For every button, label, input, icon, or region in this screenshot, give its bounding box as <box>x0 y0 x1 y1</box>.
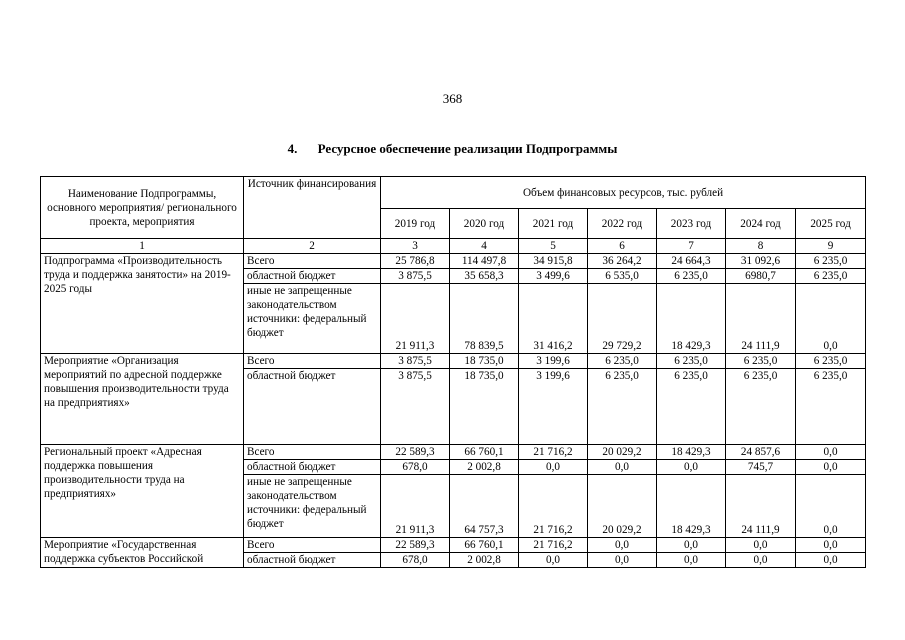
value-cell: 64 757,3 <box>450 475 519 538</box>
value-cell: 35 658,3 <box>450 269 519 284</box>
column-number: 3 <box>381 239 450 254</box>
value-cell: 0,0 <box>657 460 726 475</box>
value-cell: 0,0 <box>519 553 588 568</box>
value-cell: 6 535,0 <box>588 269 657 284</box>
value-cell: 6980,7 <box>726 269 796 284</box>
header-name: Наименование Подпрограммы, основного мероприятия/ регионального проекта, мероприятия <box>41 177 244 239</box>
column-number: 1 <box>41 239 244 254</box>
source-cell: Всего <box>244 445 381 460</box>
value-cell: 78 839,5 <box>450 284 519 354</box>
value-cell: 6 235,0 <box>796 269 866 284</box>
value-cell: 18 429,3 <box>657 475 726 538</box>
value-cell: 24 111,9 <box>726 284 796 354</box>
source-cell: иные не запрещенные законодательством источники: федеральный бюджет <box>244 284 381 354</box>
value-cell: 6 235,0 <box>726 369 796 445</box>
value-cell: 6 235,0 <box>796 369 866 445</box>
value-cell: 0,0 <box>657 538 726 553</box>
value-cell: 31 092,6 <box>726 254 796 269</box>
header-source: Источник финансирования <box>244 177 381 239</box>
column-number: 4 <box>450 239 519 254</box>
column-number: 8 <box>726 239 796 254</box>
value-cell: 21 716,2 <box>519 538 588 553</box>
value-cell: 18 735,0 <box>450 354 519 369</box>
value-cell: 21 716,2 <box>519 475 588 538</box>
section-title <box>0 141 905 157</box>
value-cell: 0,0 <box>796 475 866 538</box>
resource-table <box>40 176 866 568</box>
source-cell: иные не запрещенные законодательством источники: федеральный бюджет <box>244 475 381 538</box>
value-cell: 6 235,0 <box>657 269 726 284</box>
value-cell: 6 235,0 <box>588 369 657 445</box>
value-cell: 21 716,2 <box>519 445 588 460</box>
source-cell: Всего <box>244 354 381 369</box>
value-cell: 6 235,0 <box>657 354 726 369</box>
value-cell: 0,0 <box>796 460 866 475</box>
page-number: 368 <box>442 91 463 106</box>
value-cell: 36 264,2 <box>588 254 657 269</box>
table-row <box>41 538 866 553</box>
header-year: 2022 год <box>588 209 657 239</box>
value-cell: 18 735,0 <box>450 369 519 445</box>
header-year: 2023 год <box>657 209 726 239</box>
column-number: 6 <box>588 239 657 254</box>
column-number: 5 <box>519 239 588 254</box>
value-cell: 0,0 <box>726 538 796 553</box>
value-cell: 29 729,2 <box>588 284 657 354</box>
value-cell: 3 199,6 <box>519 369 588 445</box>
value-cell: 24 857,6 <box>726 445 796 460</box>
value-cell: 6 235,0 <box>657 369 726 445</box>
value-cell: 21 911,3 <box>381 284 450 354</box>
value-cell: 20 029,2 <box>588 475 657 538</box>
value-cell: 2 002,8 <box>450 553 519 568</box>
value-cell: 24 111,9 <box>726 475 796 538</box>
value-cell: 24 664,3 <box>657 254 726 269</box>
value-cell: 0,0 <box>796 284 866 354</box>
value-cell: 3 875,5 <box>381 354 450 369</box>
table-row <box>41 354 866 369</box>
value-cell: 3 199,6 <box>519 354 588 369</box>
source-cell: областной бюджет <box>244 369 381 445</box>
value-cell: 6 235,0 <box>726 354 796 369</box>
value-cell: 0,0 <box>588 538 657 553</box>
value-cell: 25 786,8 <box>381 254 450 269</box>
value-cell: 18 429,3 <box>657 445 726 460</box>
table-row <box>41 254 866 269</box>
value-cell: 6 235,0 <box>796 254 866 269</box>
value-cell: 66 760,1 <box>450 445 519 460</box>
value-cell: 34 915,8 <box>519 254 588 269</box>
value-cell: 0,0 <box>657 553 726 568</box>
value-cell: 21 911,3 <box>381 475 450 538</box>
header-volume: Объем финансовых ресурсов, тыс. рублей <box>381 177 866 209</box>
item-name: Мероприятие «Организация мероприятий по адресной поддержке повышения производительности труда на предприятиях» <box>41 354 244 445</box>
value-cell: 0,0 <box>519 460 588 475</box>
item-name: Региональный проект «Адресная поддержка повышения производительности труда на предприятиях» <box>41 445 244 538</box>
header-year: 2019 год <box>381 209 450 239</box>
source-cell: областной бюджет <box>244 269 381 284</box>
value-cell: 2 002,8 <box>450 460 519 475</box>
value-cell: 31 416,2 <box>519 284 588 354</box>
header-year: 2020 год <box>450 209 519 239</box>
value-cell: 0,0 <box>726 553 796 568</box>
source-cell: Всего <box>244 538 381 553</box>
column-number: 9 <box>796 239 866 254</box>
source-cell: Всего <box>244 254 381 269</box>
value-cell: 66 760,1 <box>450 538 519 553</box>
section-number: 4. <box>287 141 298 156</box>
table-row <box>41 445 866 460</box>
item-name: Подпрограмма «Производительность труда и поддержка занятости» на 2019-2025 годы <box>41 254 244 354</box>
item-name: Мероприятие «Государственная поддержка субъектов Российской <box>41 538 244 568</box>
value-cell: 22 589,3 <box>381 445 450 460</box>
value-cell: 114 497,8 <box>450 254 519 269</box>
value-cell: 0,0 <box>796 445 866 460</box>
column-number: 2 <box>244 239 381 254</box>
value-cell: 3 875,5 <box>381 269 450 284</box>
value-cell: 6 235,0 <box>588 354 657 369</box>
value-cell: 0,0 <box>796 538 866 553</box>
value-cell: 3 499,6 <box>519 269 588 284</box>
value-cell: 0,0 <box>588 553 657 568</box>
value-cell: 0,0 <box>796 553 866 568</box>
value-cell: 22 589,3 <box>381 538 450 553</box>
value-cell: 678,0 <box>381 460 450 475</box>
column-number: 7 <box>657 239 726 254</box>
source-cell: областной бюджет <box>244 460 381 475</box>
value-cell: 18 429,3 <box>657 284 726 354</box>
value-cell: 20 029,2 <box>588 445 657 460</box>
section-title-text: Ресурсное обеспечение реализации Подпрограммы <box>317 141 618 156</box>
value-cell: 3 875,5 <box>381 369 450 445</box>
value-cell: 6 235,0 <box>796 354 866 369</box>
source-cell: областной бюджет <box>244 553 381 568</box>
value-cell: 0,0 <box>588 460 657 475</box>
header-year: 2021 год <box>519 209 588 239</box>
value-cell: 678,0 <box>381 553 450 568</box>
value-cell: 745,7 <box>726 460 796 475</box>
header-year: 2025 год <box>796 209 866 239</box>
header-year: 2024 год <box>726 209 796 239</box>
